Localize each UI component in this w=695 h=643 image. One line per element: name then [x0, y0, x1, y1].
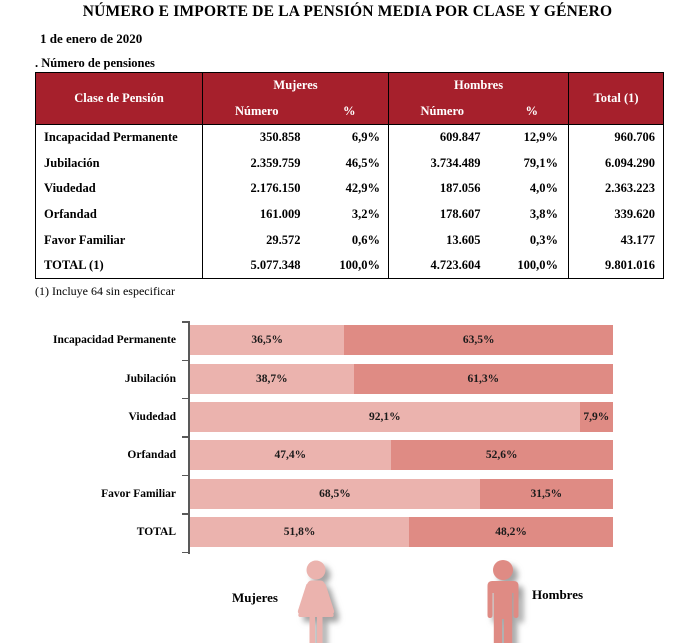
table-row — [36, 125, 664, 151]
chart-row — [35, 513, 648, 551]
table-cell-h_num: 13.605 — [389, 227, 496, 253]
header-group-mujeres: Mujeres — [203, 73, 389, 99]
table-cell-h_pct: 12,9% — [523, 130, 559, 145]
page-title: NÚMERO E IMPORTE DE LA PENSIÓN MEDIA POR CLASE Y GÉNERO — [82, 3, 613, 20]
axis-tick — [182, 398, 190, 400]
header-clase: Clase de Pensión — [36, 73, 203, 125]
chart-row — [35, 398, 648, 436]
chart-category-label: Favor Familiar — [101, 487, 176, 500]
bar-value-label: 51,8% — [283, 526, 316, 539]
table-cell-clase: Favor Familiar — [44, 232, 126, 247]
table-cell-m_pct: 100,0% — [339, 258, 381, 273]
bar-segment-hombres — [409, 517, 613, 547]
axis-tick — [182, 360, 190, 362]
table-cell-m_pct: 3,2% — [351, 206, 381, 221]
table-row — [36, 227, 664, 253]
legend-label-hombres: Hombres — [532, 587, 584, 603]
table-cell-total: 339.620 — [569, 202, 664, 228]
table-cell-m_num: 29.572 — [203, 227, 311, 253]
table-cell-m_num: 2.176.150 — [203, 176, 311, 202]
report-date: 1 de enero de 2020 — [40, 31, 143, 46]
chart-category-label: Orfandad — [127, 449, 176, 462]
chart-row — [35, 321, 648, 359]
table-cell-clase: TOTAL (1) — [44, 258, 104, 273]
bar-segment-mujeres — [190, 402, 580, 432]
table-cell-clase: Viudedad — [44, 181, 96, 196]
stacked-bar — [190, 479, 613, 509]
gender-share-chart — [35, 321, 648, 551]
stacked-bar — [190, 440, 613, 470]
table-cell-clase: Incapacidad Permanente — [44, 130, 178, 145]
table-cell-m_pct: 6,9% — [351, 130, 381, 145]
chart-row — [35, 360, 648, 398]
table-cell-h_pct: 79,1% — [523, 155, 559, 170]
stacked-bar — [190, 517, 613, 547]
table-row — [36, 176, 664, 202]
chart-category-label: TOTAL — [136, 526, 176, 539]
bar-segment-hombres — [580, 402, 613, 432]
bar-value-label: 47,4% — [274, 449, 307, 462]
table-cell-m_num: 2.359.759 — [203, 150, 311, 176]
header-hombres-numero: Número — [389, 99, 496, 125]
chart-legend — [0, 559, 695, 643]
bar-value-label: 68,5% — [319, 487, 351, 500]
section-label: . Número de pensiones — [35, 56, 155, 70]
table-cell-h_pct: 0,3% — [529, 232, 559, 247]
table-cell-h_num: 178.607 — [389, 202, 496, 228]
table-cell-m_num: 350.858 — [203, 125, 311, 151]
table-cell-total: 6.094.290 — [569, 150, 664, 176]
table-cell-m_num: 161.009 — [203, 202, 311, 228]
bar-value-label: 63,5% — [462, 334, 495, 347]
bar-segment-mujeres — [190, 364, 354, 394]
bar-segment-mujeres — [190, 325, 344, 355]
bar-segment-mujeres — [190, 479, 480, 509]
bar-value-label: 48,2% — [495, 526, 527, 539]
table-cell-m_num: 5.077.348 — [203, 253, 311, 279]
axis-tick — [182, 513, 190, 515]
chart-category-label: Incapacidad Permanente — [53, 334, 176, 347]
table-cell-h_pct: 100,0% — [517, 258, 559, 273]
table-row — [36, 253, 664, 279]
table-cell-total: 9.801.016 — [569, 253, 664, 279]
pension-table-body — [36, 125, 664, 279]
table-header — [36, 73, 664, 125]
stacked-bar — [190, 364, 613, 394]
table-row — [36, 150, 664, 176]
chart-rows — [35, 321, 648, 551]
table-cell-total: 43.177 — [569, 227, 664, 253]
pension-table — [35, 72, 664, 279]
table-cell-h_num: 3.734.489 — [389, 150, 496, 176]
table-cell-m_pct: 46,5% — [345, 155, 381, 170]
bar-value-label: 7,9% — [583, 411, 610, 424]
stacked-bar — [190, 402, 613, 432]
table-cell-h_num: 609.847 — [389, 125, 496, 151]
bar-value-label: 52,6% — [485, 449, 518, 462]
axis-tick — [182, 436, 190, 438]
table-cell-h_num: 187.056 — [389, 176, 496, 202]
table-cell-total: 2.363.223 — [569, 176, 664, 202]
bar-segment-hombres — [354, 364, 613, 394]
chart-row — [35, 475, 648, 513]
bar-value-label: 61,3% — [467, 372, 500, 385]
header-mujeres-numero: Número — [203, 99, 311, 125]
header-group-hombres: Hombres — [389, 73, 569, 99]
axis-tick — [182, 321, 190, 323]
table-cell-m_pct: 42,9% — [345, 181, 381, 196]
bar-segment-mujeres — [190, 440, 391, 470]
table-cell-m_pct: 0,6% — [351, 232, 381, 247]
axis-tick — [182, 475, 190, 477]
bar-value-label: 38,7% — [256, 372, 288, 385]
table-cell-clase: Orfandad — [44, 206, 97, 221]
header-total: Total (1) — [569, 73, 664, 125]
table-row — [36, 202, 664, 228]
stacked-bar — [190, 325, 613, 355]
female-figure-icon — [291, 559, 341, 643]
bar-segment-hombres — [480, 479, 613, 509]
table-cell-h_pct: 4,0% — [529, 181, 559, 196]
bar-segment-hombres — [391, 440, 613, 470]
legend-label-mujeres: Mujeres — [232, 590, 278, 606]
chart-row — [35, 436, 648, 474]
table-cell-total: 960.706 — [569, 125, 664, 151]
bar-value-label: 36,5% — [251, 334, 283, 347]
bar-segment-hombres — [344, 325, 613, 355]
bar-value-label: 31,5% — [530, 487, 563, 500]
axis-tick — [182, 552, 190, 554]
bar-segment-mujeres — [190, 517, 409, 547]
header-hombres-pct: % — [496, 99, 569, 125]
chart-category-label: Viudedad — [128, 411, 176, 424]
chart-category-label: Jubilación — [124, 372, 176, 385]
table-cell-h_num: 4.723.604 — [389, 253, 496, 279]
bar-value-label: 92,1% — [368, 411, 401, 424]
table-cell-h_pct: 3,8% — [529, 206, 559, 221]
header-mujeres-pct: % — [311, 99, 389, 125]
table-footnote: (1) Incluye 64 sin especificar — [35, 284, 175, 299]
table-cell-clase: Jubilación — [44, 155, 100, 170]
male-figure-icon — [478, 559, 528, 643]
